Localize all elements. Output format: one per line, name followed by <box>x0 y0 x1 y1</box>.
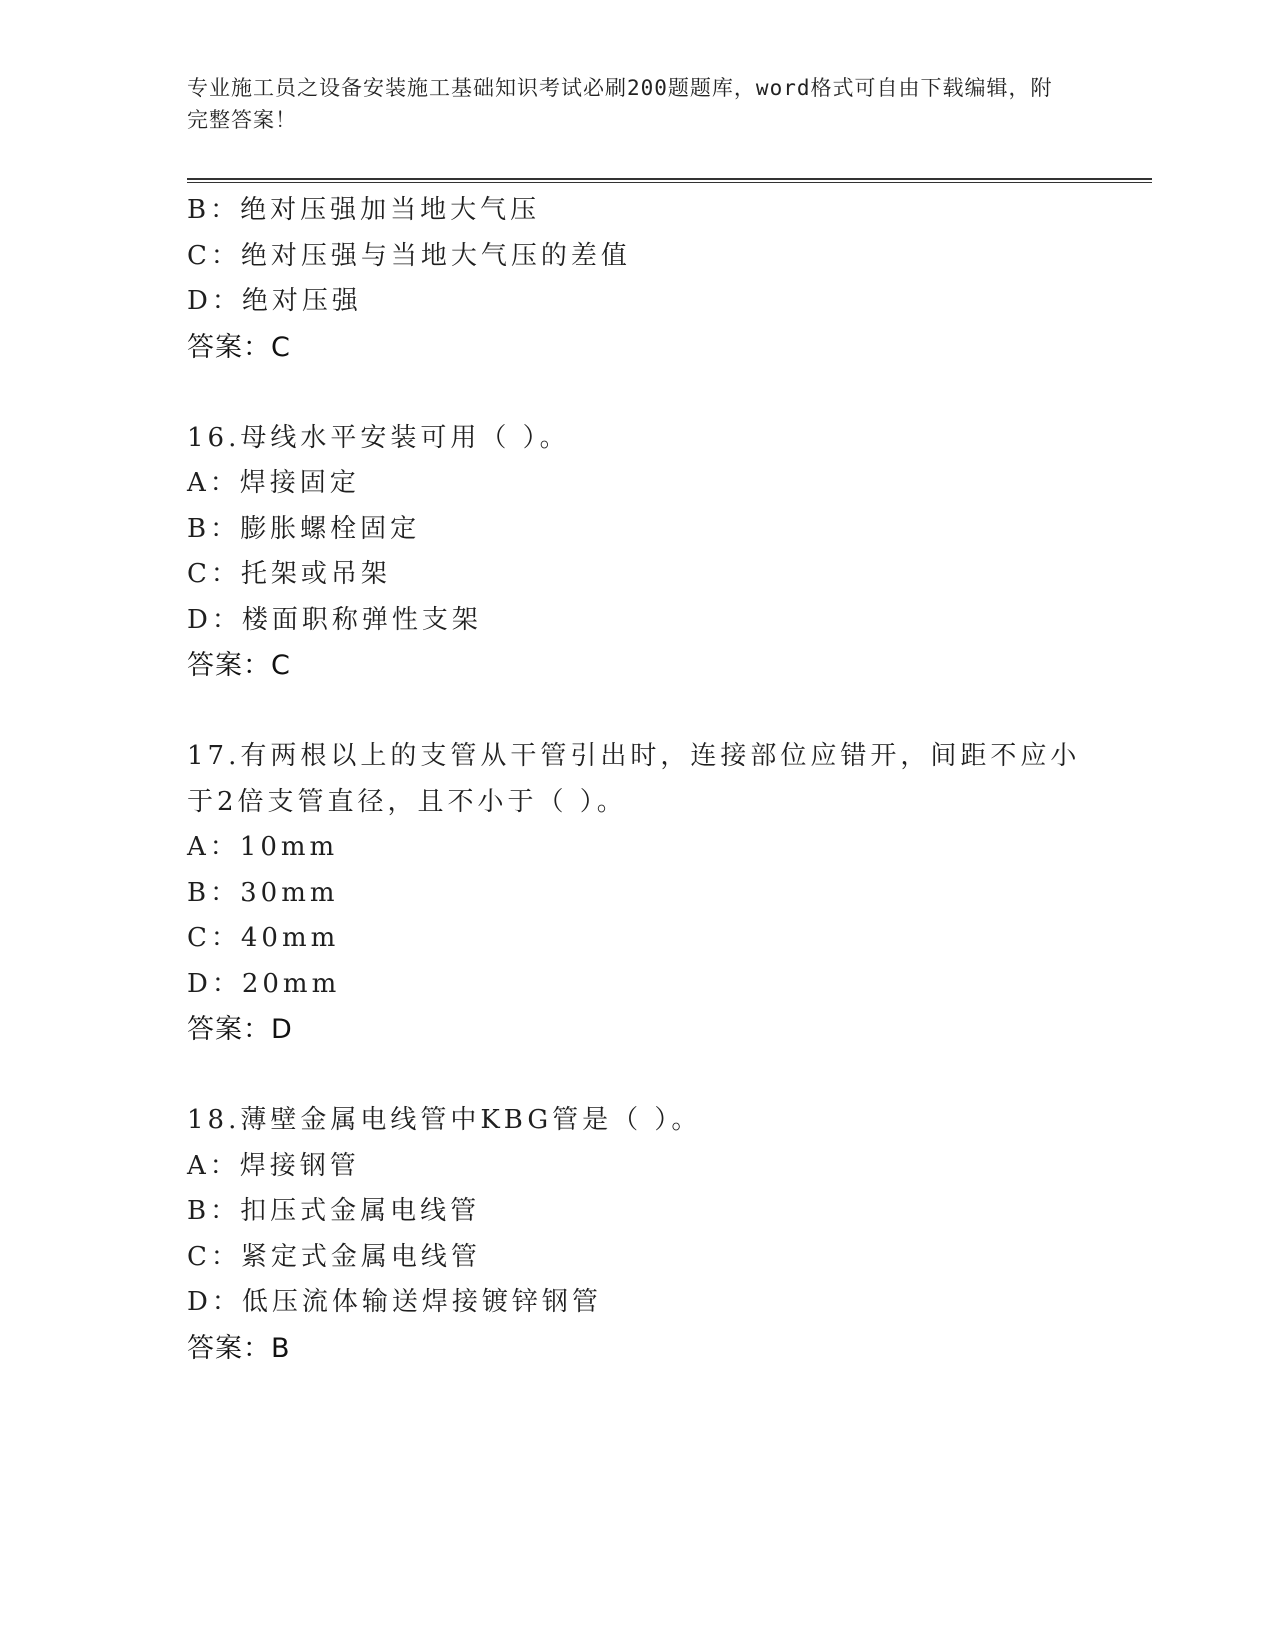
question-text: 17.有两根以上的支管从干管引出时，连接部位应错开，间距不应小于2倍支管直径，且不小于（ ）。 <box>187 741 1081 817</box>
option-d: D：20mm <box>187 968 341 999</box>
question-16 <box>187 416 1107 689</box>
spacer <box>187 370 1107 416</box>
spacer <box>187 1053 1107 1099</box>
header-divider <box>187 178 1152 183</box>
question-list <box>187 188 1107 1371</box>
question-text: 16.母线水平安装可用（ ）。 <box>187 422 570 453</box>
question-text: 18.薄壁金属电线管中KBG管是（ ）。 <box>187 1105 702 1135</box>
option-d: D：绝对压强 <box>187 286 362 316</box>
question-17 <box>187 734 1107 1053</box>
option-b: B：扣压式金属电线管 <box>187 1196 481 1226</box>
question-18 <box>187 1098 1107 1371</box>
answer: 答案：B <box>187 1332 291 1364</box>
question-15 <box>187 188 1107 370</box>
option-b: B：绝对压强加当地大气压 <box>187 195 541 225</box>
option-c: C：紧定式金属电线管 <box>187 1241 481 1272</box>
option-d: D：楼面职称弹性支架 <box>187 604 482 635</box>
answer: 答案：C <box>187 650 291 681</box>
option-a: A：焊接钢管 <box>187 1150 360 1181</box>
answer: 答案：C <box>187 331 291 363</box>
document-header: 专业施工员之设备安装施工基础知识考试必刷200题题库，word格式可自由下载编辑，附完整答案！ <box>187 76 1053 132</box>
option-b: B：30mm <box>187 877 339 908</box>
option-d: D：低压流体输送焊接镀锌钢管 <box>187 1287 602 1317</box>
answer: 答案：D <box>187 1014 293 1045</box>
option-c: C：托架或吊架 <box>187 559 391 589</box>
option-c: C：40mm <box>187 923 340 953</box>
option-b: B：膨胀螺栓固定 <box>187 513 421 544</box>
option-c: C：绝对压强与当地大气压的差值 <box>187 240 631 271</box>
option-a: A：10mm <box>187 832 339 862</box>
option-a: A：焊接固定 <box>187 468 360 498</box>
spacer <box>187 689 1107 735</box>
